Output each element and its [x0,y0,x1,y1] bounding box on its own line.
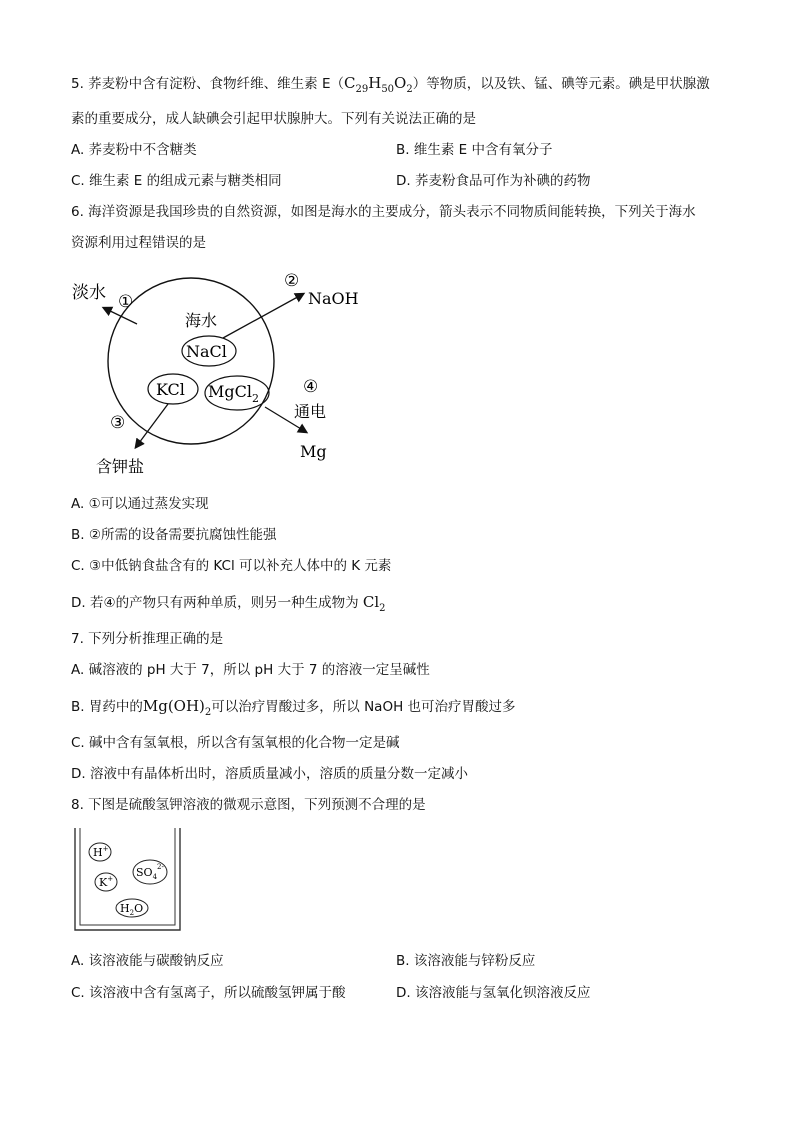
q7-option-c: C. 碱中含有氢氧根，所以含有氢氧根的化合物一定是碱 [71,735,400,751]
q7-option-a: A. 碱溶液的 pH 大于 7，所以 pH 大于 7 的溶液一定呈碱性 [71,662,430,678]
q6-option-a: A. ①可以通过蒸发实现 [71,496,209,512]
q6-stem-line1: 6. 海洋资源是我国珍贵的自然资源，如图是海水的主要成分，箭头表示不同物质间能转换，下列关于海水 [71,204,696,220]
sulfate-ion-label: $SO_4^{2-}$ [136,863,164,881]
step-3-label: ③ [110,413,126,433]
q6-option-b: B. ②所需的设备需要抗腐蚀性能强 [71,527,277,543]
q7-option-d: D. 溶液中有晶体析出时，溶质质量减小，溶质的质量分数一定减小 [71,766,468,782]
arrow-to-naoh [223,294,303,338]
kcl-label: KCl [156,380,185,399]
khso4-solution-beaker [70,826,190,936]
q7-option-b [71,697,516,722]
q8-option-c: C. 该溶液中含有氢离子，所以硫酸氢钾属于酸 [71,985,346,1001]
mgcl2-label: MgCl$_2$ [208,382,259,405]
mg-label: Mg [300,442,327,461]
electrolysis-label: 通电 [294,402,327,421]
chlorine-formula: $Cl_2$ [362,593,386,614]
hydrogen-ion-label: H+ [93,845,109,859]
magnesium-hydroxide-formula: $Mg(OH)_2$ [142,697,212,718]
q5-option-a: A. 荞麦粉中不含糖类 [71,142,197,158]
seawater-label: 海水 [185,311,218,330]
step-4-label: ④ [303,377,319,397]
q5-option-c: C. 维生素 E 的组成元素与糖类相同 [71,173,282,189]
fresh-water-label: 淡水 [72,283,106,303]
step-1-label: ① [118,292,134,312]
step-2-label: ② [284,271,300,291]
q5-stem-line2: 素的重要成分，成人缺碘会引起甲状腺肿大。下列有关说法正确的是 [71,111,476,127]
seawater-resources-diagram [60,262,380,482]
q6-option-c: C. ③中低钠食盐含有的 KCl 可以补充人体中的 K 元素 [71,558,392,574]
q6-stem-line2: 资源利用过程错误的是 [71,235,206,251]
potassium-salt-label: 含钾盐 [96,457,145,476]
q7-option-b-post: 可以治疗胃酸过多，所以 NaOH 也可治疗胃酸过多 [211,699,516,715]
q8-stem: 8. 下图是硫酸氢钾溶液的微观示意图，下列预测不合理的是 [71,797,426,813]
q5-stem-line1 [71,74,710,99]
q7-option-b-pre: B. 胃药中的 [71,699,143,715]
q5-option-b: B. 维生素 E 中含有氧分子 [396,142,553,158]
q5-stem-text-b: ）等物质，以及铁、锰、碘等元素。碘是甲状腺激 [412,76,710,92]
water-molecule-label: $H_2O$ [120,902,144,917]
vitamin-e-formula: $C_{29}H_{50}O_2$ [344,74,413,95]
q7-stem: 7. 下列分析推理正确的是 [71,631,224,647]
q8-option-a: A. 该溶液能与碳酸钠反应 [71,953,224,969]
q6-option-d-text: D. 若④的产物只有两种单质，则另一种生成物为 [71,595,363,611]
q8-option-d: D. 该溶液能与氢氧化钡溶液反应 [396,985,591,1001]
q5-option-d: D. 荞麦粉食品可作为补碘的药物 [396,173,591,189]
q6-option-d [71,593,386,618]
arrow-to-potassium-salt [136,404,168,447]
q5-stem-text-a: 5. 荞麦粉中含有淀粉、食物纤维、维生素 E（ [71,76,344,92]
nacl-label: NaCl [186,342,227,361]
naoh-label: NaOH [308,289,359,308]
potassium-ion-label: K+ [99,875,114,889]
q8-option-b: B. 该溶液能与锌粉反应 [396,953,536,969]
